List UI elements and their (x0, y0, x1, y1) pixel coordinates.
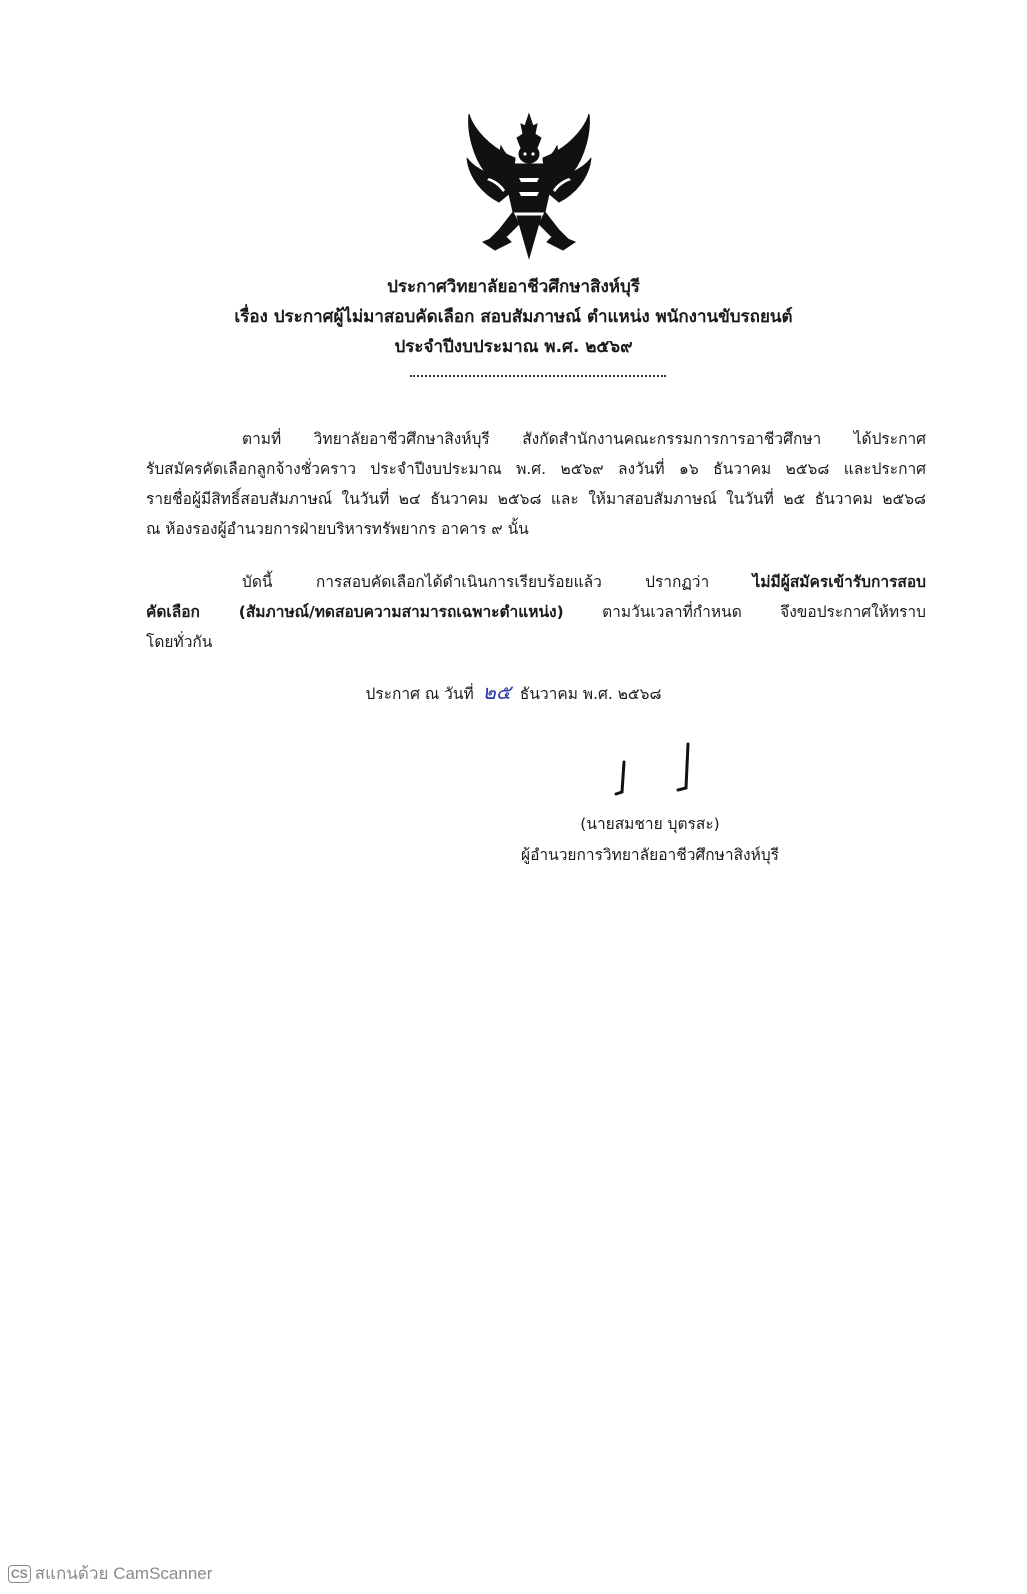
body-paragraph-1 (146, 424, 926, 544)
announcement-fiscal-year: ประจำปีงบประมาณ พ.ศ. ๒๕๖๙ (394, 337, 633, 357)
paragraph-emphasis: คัดเลือก (สัมภาษณ์/ทดสอบความสามารถเฉพาะตำแหน่ง) (146, 603, 564, 621)
paragraph-line (146, 567, 926, 597)
camscanner-watermark (8, 1560, 212, 1587)
handwritten-day: ๒๕ (482, 680, 511, 704)
announcement-issuer: ประกาศวิทยาลัยอาชีวศึกษาสิงห์บุรี (387, 277, 640, 297)
paragraph-text: บัดนี้ การสอบคัดเลือกได้ดำเนินการเรียบร้อยแล้ว ปรากฏว่า (242, 573, 710, 591)
paragraph-line: รับสมัครคัดเลือกลูกจ้างชั่วคราว ประจำปีงบประมาณ พ.ศ. ๒๕๖๙ ลงวันที่ ๑๖ ธันวาคม ๒๕๖๘ และประกาศ (146, 460, 926, 478)
paragraph-emphasis: ไม่มีผู้สมัครเข้ารับการสอบ (752, 573, 926, 591)
paragraph-line: ตามที่ วิทยาลัยอาชีวศึกษาสิงห์บุรี สังกัดสำนักงานคณะกรรมการการอาชีวศึกษา ได้ประกาศ (242, 430, 926, 448)
announcement-header (0, 272, 1027, 362)
body-paragraph-2 (146, 567, 926, 657)
garuda-emblem-icon (459, 108, 599, 266)
signer-title: ผู้อำนวยการวิทยาลัยอาชีวศึกษาสิงห์บุรี (521, 846, 779, 864)
paragraph-line (146, 597, 926, 627)
paragraph-text: ตามวันเวลาที่กำหนด จึงขอประกาศให้ทราบ (602, 603, 926, 621)
paragraph-line: ณ ห้องรองผู้อำนวยการฝ่ายบริหารทรัพยากร อาคาร ๙ นั้น (146, 520, 529, 538)
announcement-date (0, 677, 1027, 709)
announcement-subject: เรื่อง ประกาศผู้ไม่มาสอบคัดเลือก สอบสัมภาษณ์ ตำแหน่ง พนักงานขับรถยนต์ (234, 307, 793, 327)
paragraph-line: โดยทั่วกัน (146, 633, 213, 651)
date-prefix: ประกาศ ณ วันที่ (365, 685, 474, 703)
watermark-text: สแกนด้วย CamScanner (34, 1564, 213, 1583)
camscanner-logo-icon: CS (8, 1565, 31, 1583)
handwritten-signature (606, 740, 706, 800)
signer-name: (นายสมชาย บุตรสะ) (580, 815, 720, 833)
date-suffix: ธันวาคม พ.ศ. ๒๕๖๘ (519, 685, 662, 703)
dotted-divider (410, 375, 666, 377)
paragraph-line: รายชื่อผู้มีสิทธิ์สอบสัมภาษณ์ ในวันที่ ๒๔ ธันวาคม ๒๕๖๘ และ ให้มาสอบสัมภาษณ์ ในวันที่ ๒๕ ธันวาคม ๒๕๖๘ (146, 490, 926, 508)
